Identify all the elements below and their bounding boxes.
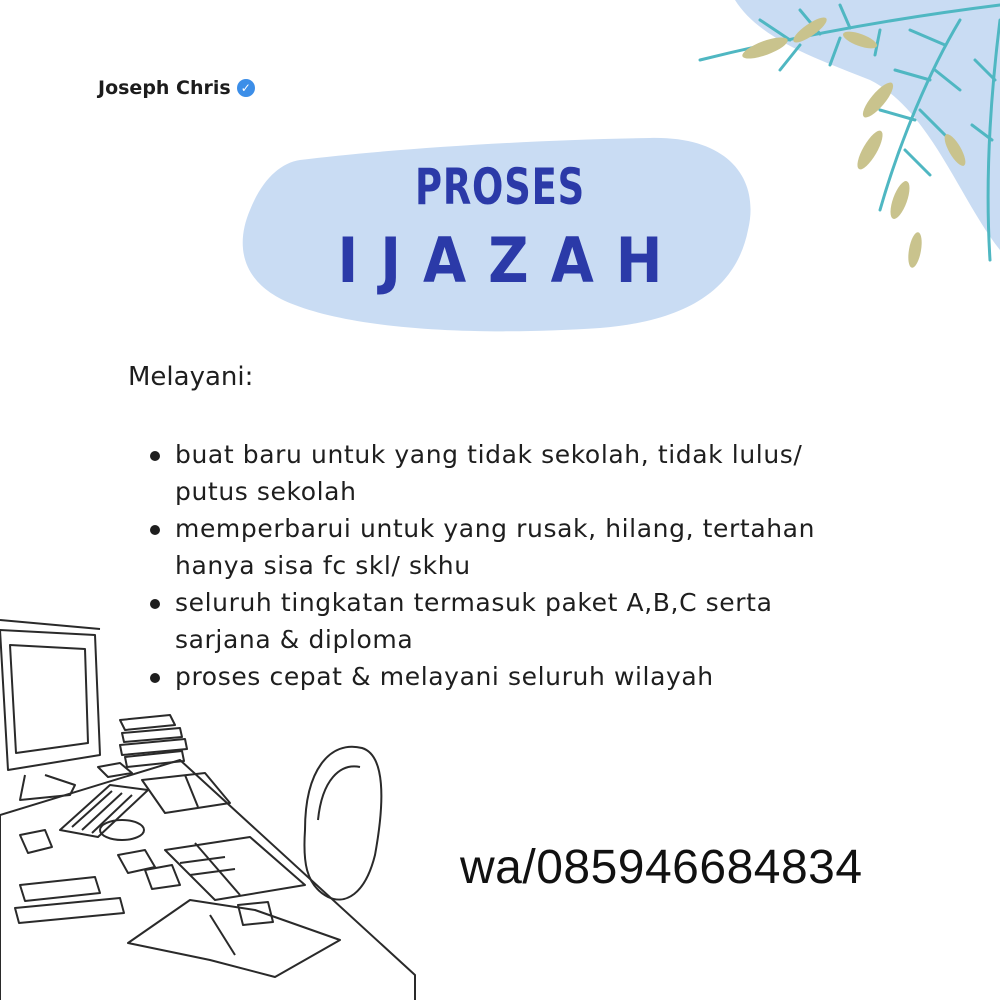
contact-number: wa/085946684834 <box>460 841 863 894</box>
list-item: seluruh tingkatan termasuk paket A,B,C serta sarjana & diploma <box>148 584 848 658</box>
desk-illustration <box>0 615 420 1005</box>
list-item: buat baru untuk yang tidak sekolah, tidak lulus/ putus sekolah <box>148 436 848 510</box>
title-line-1: PROSES <box>414 158 586 216</box>
title-block <box>250 150 750 297</box>
intro-label: Melayani: <box>128 362 254 392</box>
author-name: Joseph Chris <box>98 77 231 99</box>
title-line-2: IJAZAH <box>337 224 685 297</box>
list-item: memperbarui untuk yang rusak, hilang, tertahan hanya sisa fc skl/ skhu <box>148 510 848 584</box>
list-item: proses cepat & melayani seluruh wilayah <box>148 658 848 695</box>
verified-check-icon: ✓ <box>237 79 255 97</box>
